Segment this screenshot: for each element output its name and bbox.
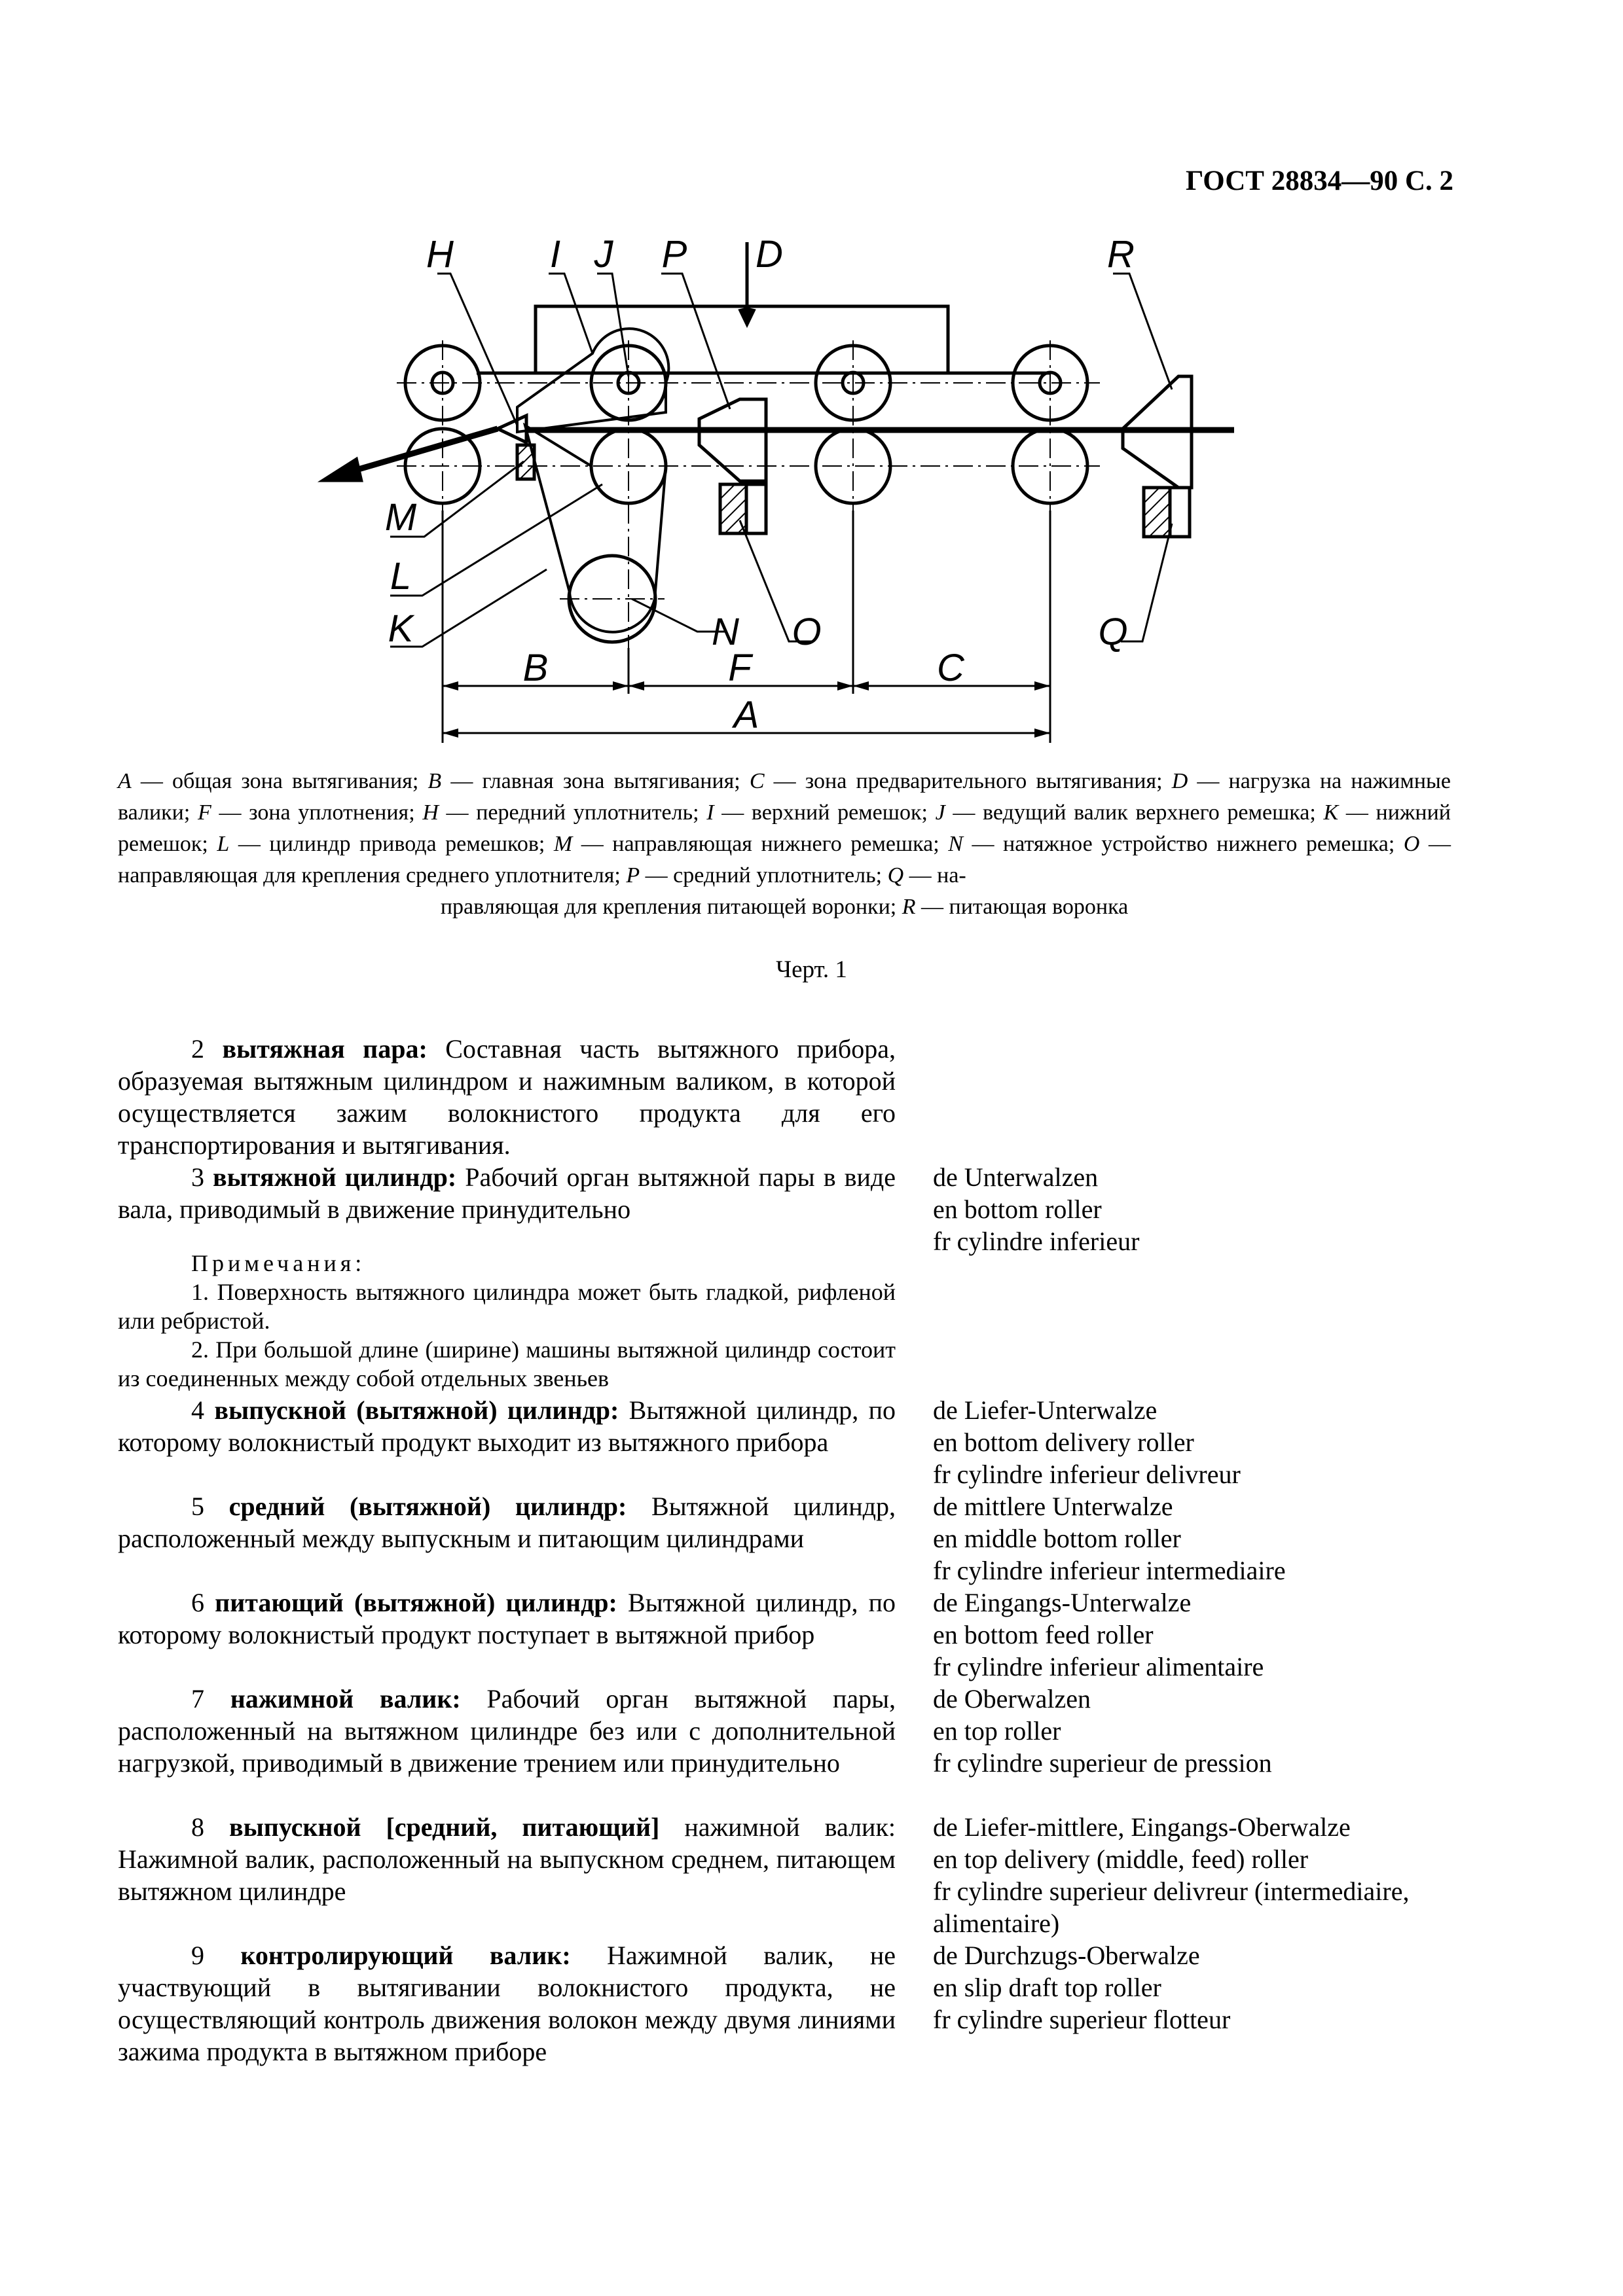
- term-3: 3 вытяжной цилиндр: Рабочий орган вытяжной пары в виде вала, приводимый в движение принудительно: [118, 1162, 896, 1224]
- term-4-translations: de Liefer-Unterwalze en bottom delivery roller fr cylindre inferieur delivreur: [933, 1395, 1241, 1489]
- term-7-translations: de Oberwalzen en top roller fr cylindre superieur de pression: [933, 1684, 1272, 1778]
- page-header: ГОСТ 28834—90 С. 2: [1185, 166, 1453, 196]
- label-J: J: [594, 233, 613, 276]
- label-O: O: [792, 611, 822, 653]
- term-8: 8 выпускной [средний, питающий] нажимной валик: Нажимной валик, расположенный на выпускном среднем, питающем вытяжном цилиндре: [118, 1812, 896, 1906]
- lower-apron: [525, 425, 666, 632]
- label-P: P: [661, 233, 687, 276]
- legend-body: A — общая зона вытягивания; B — главная зона вытягивания; C — зона предварительного вытягивания; D — нагрузка на нажимные валики; F — зона уплотнения; H — передний уплотнитель; I — верхний ремешок; J — ведущий валик верхнего ремешка; K — нижний ремешок; L — цилиндр привода ремешков; M — направляющая нижнего ремешка; N — натяжное устройство нижнего ремешка; O — направляющая для крепления среднего уплотнителя; P — средний уплотнитель; Q — на-: [118, 769, 1451, 888]
- label-L: L: [390, 555, 412, 598]
- label-D: D: [756, 233, 783, 276]
- label-I: I: [549, 233, 561, 276]
- figure-legend: [118, 766, 1451, 923]
- front-condenser: [498, 416, 526, 442]
- drafting-device-drawing: [0, 0, 1623, 746]
- term-8-translations: de Liefer-mittlere, Eingangs-Oberwalze en top delivery (middle, feed) roller fr cylindre superieur delivreur (intermediaire, alimentaire): [933, 1812, 1410, 1938]
- label-N: N: [712, 611, 739, 653]
- label-H: H: [426, 233, 454, 276]
- term-5: 5 средний (вытяжной) цилиндр: Вытяжной цилиндр, расположенный между выпускным и питающим цилиндрами: [118, 1492, 896, 1553]
- term-6-translations: de Eingangs-Unterwalze en bottom feed roller fr cylindre inferieur alimentaire: [933, 1588, 1264, 1681]
- label-C: C: [937, 647, 964, 689]
- term-9: 9 контролирующий валик: Нажимной валик, не участвующий в вытягивании волокнистого продукта, не осуществляющий контроль движения волокон между двумя линиями зажима продукта в вытяжном приборе: [118, 1941, 896, 2066]
- label-Q: Q: [1098, 611, 1128, 653]
- label-A: A: [733, 694, 759, 736]
- term-2: 2 вытяжная пара: Составная часть вытяжного прибора, образуемая вытяжным цилиндром и нажимным валиком, в которой осуществляется зажим волокнистого продукта для его транспортирования и вытягивания.: [118, 1034, 896, 1160]
- term-6: 6 питающий (вытяжной) цилиндр: Вытяжной цилиндр, по которому волокнистый продукт поступает в вытяжной прибор: [118, 1588, 896, 1649]
- middle-condenser: [699, 399, 766, 481]
- notes: Примечания: 1. Поверхность вытяжного цилиндра может быть гладкой, рифленой или ребристой. 2. При большой длине (ширине) машины вытяжной цилиндр состоит из соединенных между собой отдельных звеньев: [118, 1250, 896, 1391]
- feed-funnel-guide: [1144, 488, 1170, 537]
- term-4: 4 выпускной (вытяжной) цилиндр: Вытяжной цилиндр, по которому волокнистый продукт выходит из вытяжного прибора: [118, 1395, 896, 1457]
- apron-guide: [517, 445, 534, 479]
- term-9-translations: de Durchzugs-Oberwalze en slip draft top roller fr cylindre superieur flotteur: [933, 1941, 1231, 2034]
- label-F: F: [728, 647, 752, 689]
- label-B: B: [522, 647, 549, 689]
- label-M: M: [384, 496, 417, 539]
- term-7: 7 нажимной валик: Рабочий орган вытяжной пары, расположенный на вытяжном цилиндре без или с дополнительной нагрузкой, приводимый в движение трением или принудительно: [118, 1684, 896, 1778]
- legend-last-line: правляющая для крепления питающей воронки; R — питающая воронка: [440, 895, 1129, 919]
- label-K: K: [388, 607, 414, 650]
- term-3-translations: de Unterwalzen en bottom roller fr cylindre inferieur: [933, 1162, 1140, 1256]
- term-5-translations: de mittlere Unterwalze en middle bottom roller fr cylindre inferieur intermediaire: [933, 1492, 1286, 1585]
- label-R: R: [1107, 233, 1135, 276]
- figure-caption: Черт. 1: [776, 956, 847, 983]
